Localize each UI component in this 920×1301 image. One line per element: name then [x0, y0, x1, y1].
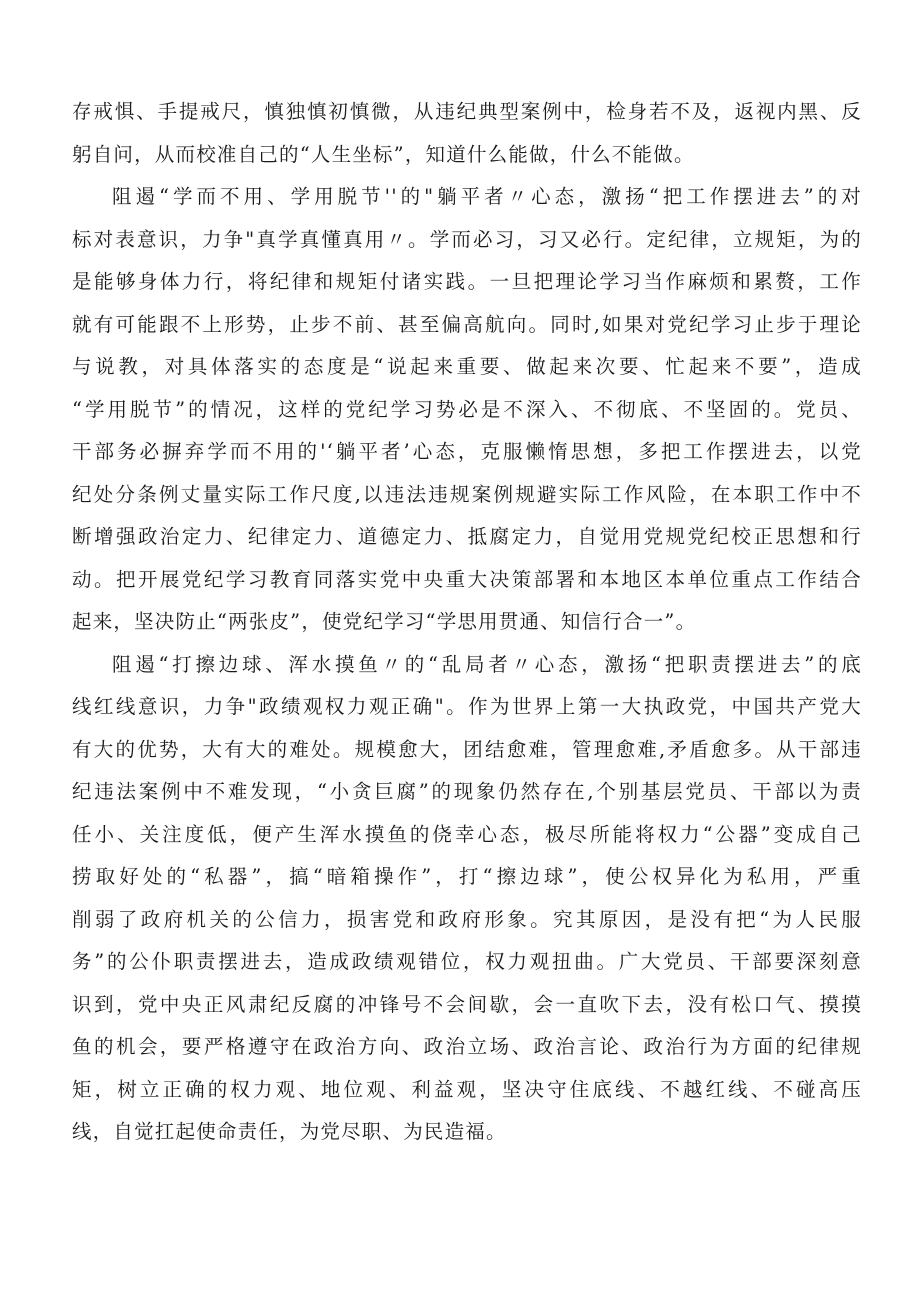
text-line: 纪处分条例丈量实际工作尺度,以违法违规案例规避实际工作风险，在本职工作中不 [72, 482, 862, 506]
text-line: 起来，坚决防止“两张皮”，使党纪学习“学思用贯通、知信行合一”。 [72, 610, 697, 633]
text-line: 识到，党中央正风肃纪反腐的冲锋号不会间歇，会一直吹下去，没有松口气、摸摸 [72, 992, 862, 1016]
text-line: 断增强政治定力、纪律定力、道德定力、抵腐定力，自觉用党规党纪校正思想和行 [72, 525, 862, 548]
paragraph-3 [72, 644, 862, 1154]
text-line: 纪违法案例中不难发现，“小贪巨腐”的现象仍然存在,个别基层党员、干部以为责 [72, 780, 862, 803]
text-line: 标对表意识，力争"真学真懂真用〃。学而必习，习又必行。定纪律，立规矩，为的 [72, 227, 862, 251]
text-line: 鱼的机会，要严格遵守在政治方向、政治立场、政治言论、政治行为方面的纪律规 [72, 1035, 862, 1058]
text-line: 线，自觉扛起使命责任，为党尽职、为民造福。 [72, 1120, 507, 1143]
text-line: “学用脱节”的情况，这样的党纪学习势必是不深入、不彻底、不坚固的。党员、 [72, 397, 862, 421]
text-line: 捞取好处的“私器”，搞“暗箱操作”，打“擦边球”，使公权异化为私用，严重 [72, 865, 862, 888]
text-line: 干部务必摒弃学而不用的'‘躺平者’心态，克服懒惰思想，多把工作摆进去，以党 [72, 440, 862, 463]
text-line: 削弱了政府机关的公信力，损害党和政府形象。究其原因，是没有把“为人民服 [72, 907, 862, 931]
text-line: 矩，树立正确的权力观、地位观、利益观，坚决守住底线、不越红线、不碰高压 [72, 1077, 862, 1101]
text-line: 是能够身体力行，将纪律和规矩付诸实践。一旦把理论学习当作麻烦和累赘，工作 [72, 270, 862, 293]
body-text [72, 91, 862, 1154]
text-line: 躬自问，从而校准自己的“人生坐标”，知道什么能做，什么不能做。 [72, 142, 695, 166]
text-line: 动。把开展党纪学习教育同落实党中央重大决策部署和本地区本单位重点工作结合 [72, 567, 862, 591]
paragraph-2 [72, 176, 862, 644]
text-line: 任小、关注度低，便产生浑水摸鱼的侥幸心态，极尽所能将权力“公器”变成自己 [72, 822, 862, 846]
text-line: 务”的公仆职责摆进去，造成政绩观错位，权力观扭曲。广大党员、干部要深刻意 [72, 950, 862, 973]
text-line: 线红线意识，力争"政绩观权力观正确"。作为世界上第一大执政党，中国共产党大 [72, 695, 862, 718]
text-line: 与说教，对具体落实的态度是“说起来重要、做起来次要、忙起来不要”，造成 [72, 355, 862, 378]
text-line: 就有可能跟不上形势，止步不前、甚至偏高航向。同时,如果对党纪学习止步于理论 [72, 312, 862, 336]
text-line: 阻遏“打擦边球、浑水摸鱼〃的“乱局者〃心态，激扬“把职责摆进去”的底 [112, 652, 862, 676]
text-line: 有大的优势，大有大的难处。规模愈大，团结愈难，管理愈难,矛盾愈多。从干部违 [72, 737, 862, 761]
text-line: 阻遏“学而不用、学用脱节''的"躺平者〃心态，激扬“把工作摆进去”的对 [112, 185, 862, 208]
paragraph-1 [72, 91, 862, 176]
text-line: 存戒惧、手提戒尺，慎独慎初慎微，从违纪典型案例中，检身若不及，返视内黑、反 [72, 100, 862, 123]
